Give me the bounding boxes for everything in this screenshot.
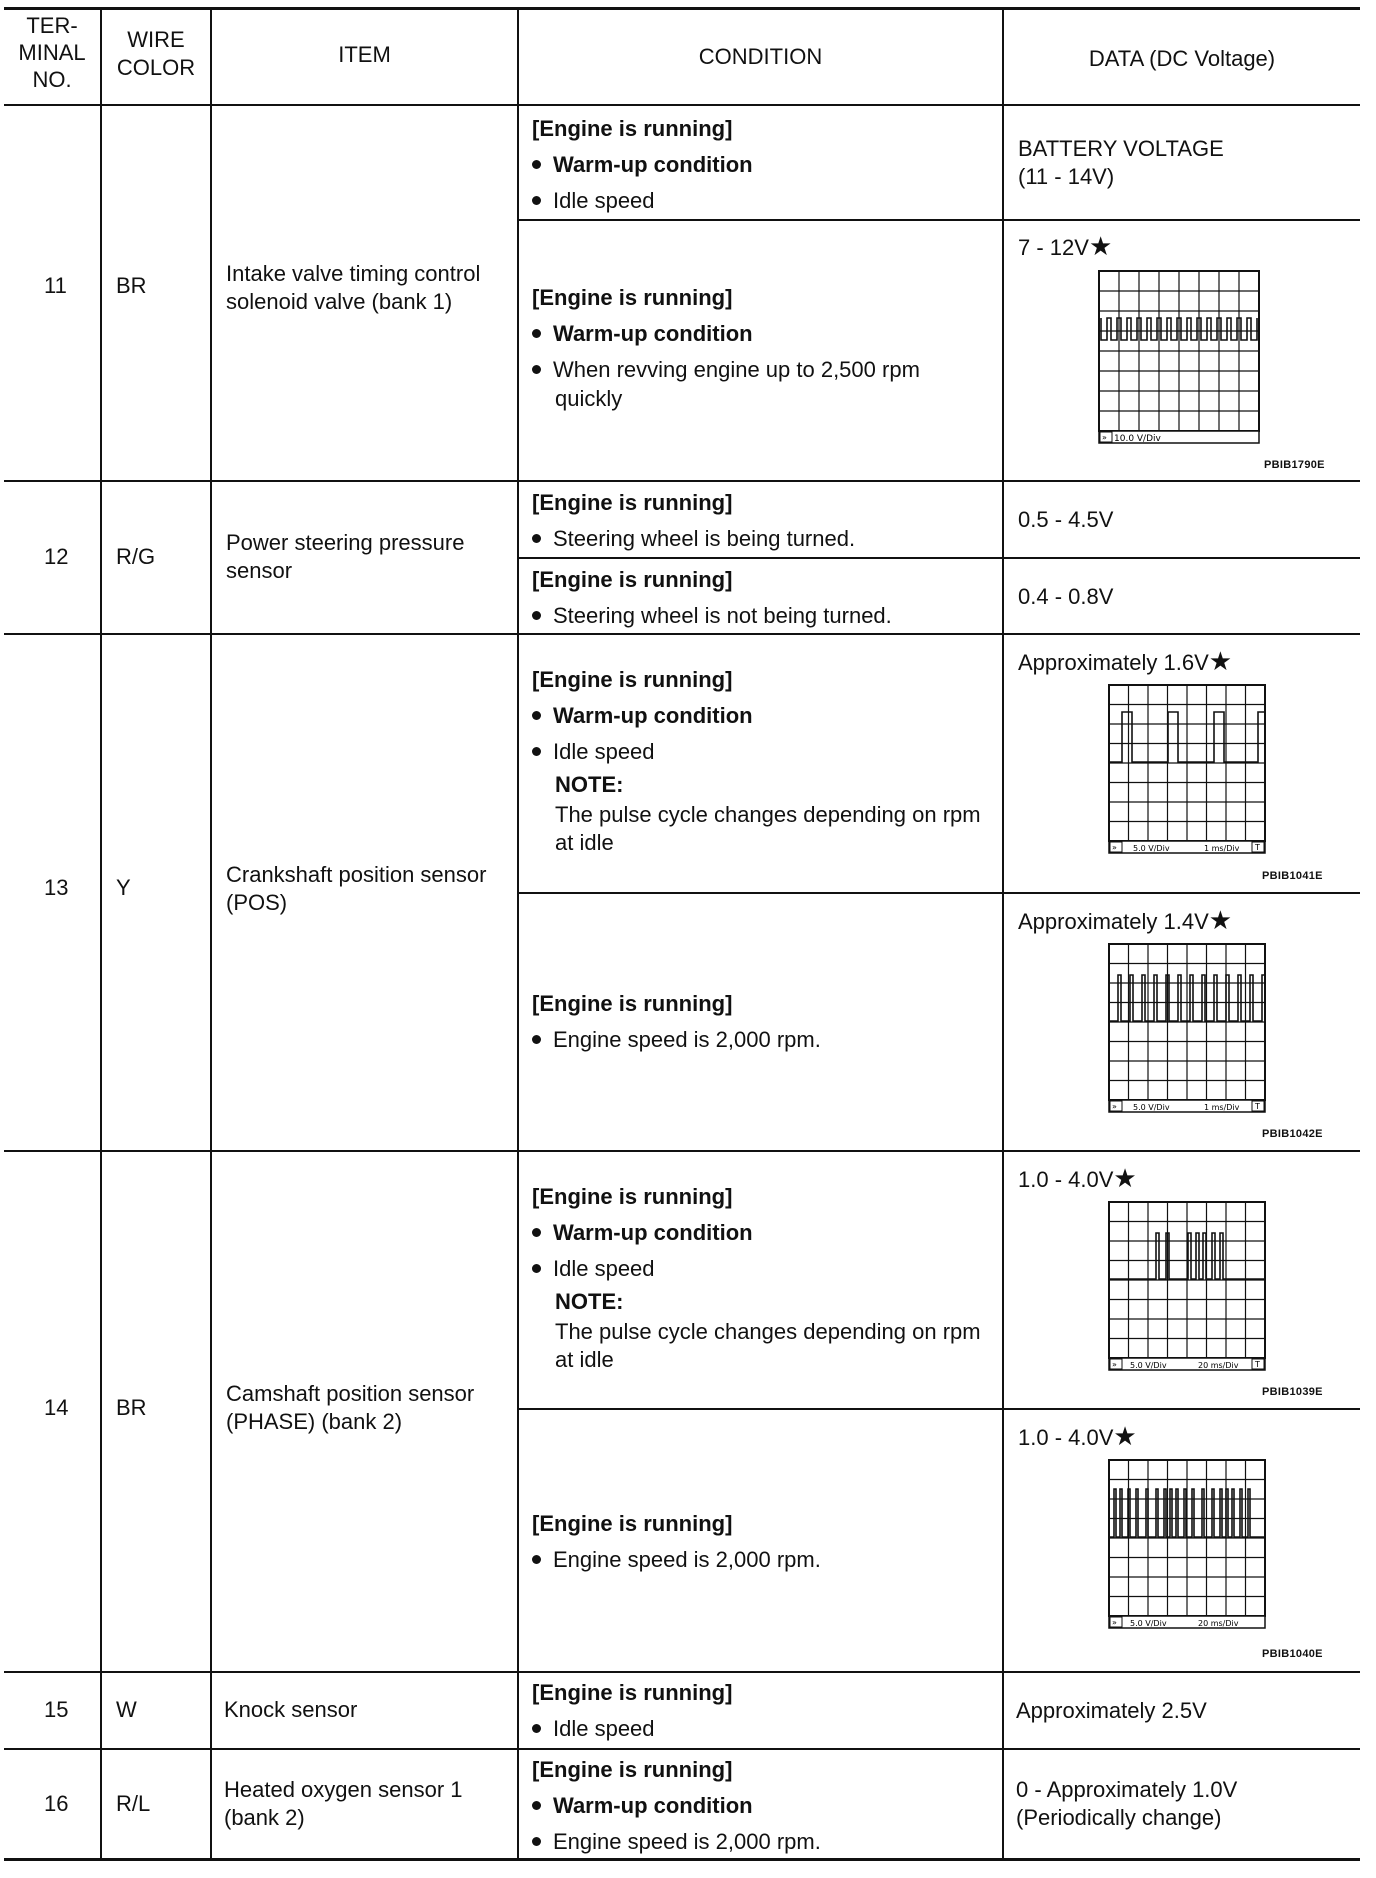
row-rule-11 [4, 480, 1360, 482]
wire-color: Y [116, 875, 131, 900]
data-value: Approximately 1.4V★ [1018, 905, 1233, 935]
data-value: 0 - Approximately 1.0V (Periodically change) [1016, 1777, 1238, 1830]
header-terminal: TER- MINAL NO. [18, 13, 86, 92]
terminal-number: 15 [44, 1697, 69, 1722]
condition: [Engine is running] Warm-up condition Idle speed NOTE: The pulse cycle changes depending on rpm at idle [532, 1184, 981, 1372]
bullet-icon [532, 1035, 541, 1044]
figure-code: PBIB1041E [1262, 870, 1323, 882]
wire-color: W [116, 1697, 137, 1722]
table-top-rule [4, 7, 1360, 10]
wire-color: R/G [116, 544, 156, 569]
condition: [Engine is running] Idle speed [532, 1680, 733, 1741]
header-data: DATA (DC Voltage) [1088, 46, 1276, 71]
data-value: 0.4 - 0.8V [1018, 584, 1114, 609]
item-name: Heated oxygen sensor 1 (bank 2) [224, 1777, 463, 1830]
terminal-number: 16 [44, 1791, 69, 1816]
data-value: 1.0 - 4.0V★ [1018, 1163, 1137, 1193]
condition: [Engine is running] Steering wheel is not being turned. [532, 567, 892, 628]
data-value: 0.5 - 4.5V [1018, 507, 1114, 532]
oscilloscope-waveform [1108, 1459, 1270, 1631]
item-name: Power steering pressure sensor [226, 530, 465, 583]
data-value: 1.0 - 4.0V★ [1018, 1421, 1137, 1451]
oscilloscope-waveform [1108, 684, 1270, 856]
item-name: Knock sensor [224, 1697, 358, 1722]
bullet-icon [532, 1837, 541, 1846]
figure-code: PBIB1042E [1262, 1128, 1323, 1140]
terminal-number: 14 [44, 1395, 69, 1420]
svg-text:»: » [1112, 1618, 1117, 1627]
subrow-rule-11 [517, 219, 1360, 221]
wire-color: BR [116, 273, 147, 298]
bullet-icon [532, 534, 541, 543]
header-item: ITEM [338, 42, 391, 67]
svg-text:1 ms/Div: 1 ms/Div [1204, 1103, 1240, 1112]
condition: [Engine is running] Warm-up condition Idle speed [532, 116, 753, 213]
terminal-number: 13 [44, 875, 69, 900]
condition: [Engine is running] Engine speed is 2,000 rpm. [532, 1511, 821, 1572]
svg-text:T: T [1255, 1102, 1260, 1111]
bullet-icon [532, 329, 541, 338]
svg-text:20 ms/Div: 20 ms/Div [1198, 1619, 1239, 1628]
item-name: Camshaft position sensor (PHASE) (bank 2) [226, 1381, 475, 1434]
bullet-icon [532, 1724, 541, 1733]
data-value: Approximately 2.5V [1016, 1698, 1207, 1723]
wire-color: R/L [116, 1791, 151, 1816]
bullet-icon [532, 711, 541, 720]
terminal-number: 12 [44, 544, 69, 569]
oscilloscope-waveform [1108, 1201, 1270, 1373]
wire-color: BR [116, 1395, 147, 1420]
svg-text:10.0 V/Div: 10.0 V/Div [1114, 434, 1161, 444]
figure-code: PBIB1040E [1262, 1648, 1323, 1660]
data-value: Approximately 1.6V★ [1018, 646, 1233, 676]
svg-text:»: » [1102, 433, 1107, 442]
oscilloscope-waveform [1108, 943, 1270, 1115]
header-bottom-rule [4, 104, 1360, 106]
item-name: Crankshaft position sensor (POS) [226, 862, 487, 915]
figure-code: PBIB1790E [1264, 459, 1325, 471]
star-icon: ★ [1208, 905, 1233, 935]
condition: [Engine is running] Warm-up condition Idle speed NOTE: The pulse cycle changes depending on rpm at idle [532, 667, 981, 855]
condition: [Engine is running] Warm-up condition When revving engine up to 2,500 rpm quickly [532, 285, 920, 411]
header-condition: CONDITION [698, 44, 823, 69]
col-rule-2 [210, 8, 212, 1860]
bullet-icon [532, 1228, 541, 1237]
data-value: BATTERY VOLTAGE (11 - 14V) [1018, 136, 1224, 189]
condition: [Engine is running] Steering wheel is being turned. [532, 490, 856, 551]
svg-text:T: T [1255, 843, 1260, 852]
bullet-icon [532, 196, 541, 205]
row-rule-14 [4, 1671, 1360, 1673]
bullet-icon [532, 1264, 541, 1273]
svg-text:20 ms/Div: 20 ms/Div [1198, 1361, 1239, 1370]
bullet-icon [532, 160, 541, 169]
svg-text:5.0 V/Div: 5.0 V/Div [1133, 844, 1170, 853]
row-rule-13 [4, 1150, 1360, 1152]
star-icon: ★ [1113, 1163, 1137, 1193]
bullet-icon [532, 747, 541, 756]
bullet-icon [532, 1555, 541, 1564]
subrow-rule-14 [517, 1408, 1360, 1410]
star-icon: ★ [1088, 231, 1113, 261]
svg-text:T: T [1255, 1360, 1260, 1369]
col-rule-1 [100, 8, 102, 1860]
svg-text:»: » [1112, 1360, 1117, 1369]
subrow-rule-12 [517, 557, 1360, 559]
star-icon: ★ [1113, 1421, 1137, 1451]
svg-text:»: » [1112, 843, 1117, 852]
svg-text:»: » [1112, 1102, 1117, 1111]
svg-text:5.0 V/Div: 5.0 V/Div [1133, 1103, 1170, 1112]
data-value: 7 - 12V★ [1018, 231, 1113, 261]
bullet-icon [532, 365, 541, 374]
item-name: Intake valve timing control solenoid valve (bank 1) [226, 261, 481, 314]
row-rule-15 [4, 1748, 1360, 1750]
terminal-number: 11 [44, 273, 67, 298]
star-icon: ★ [1208, 646, 1233, 676]
col-rule-4 [1002, 8, 1004, 1860]
subrow-rule-13 [517, 892, 1360, 894]
condition: [Engine is running] Warm-up condition Engine speed is 2,000 rpm. [532, 1757, 821, 1854]
bullet-icon [532, 611, 541, 620]
svg-text:5.0 V/Div: 5.0 V/Div [1130, 1361, 1167, 1370]
oscilloscope-waveform [1098, 270, 1263, 445]
bullet-icon [532, 1801, 541, 1810]
col-rule-3 [517, 8, 519, 1860]
figure-code: PBIB1039E [1262, 1386, 1323, 1398]
header-wire-color: WIRE COLOR [116, 27, 196, 80]
condition: [Engine is running] Engine speed is 2,000 rpm. [532, 991, 821, 1052]
svg-text:1 ms/Div: 1 ms/Div [1204, 844, 1240, 853]
svg-text:5.0 V/Div: 5.0 V/Div [1130, 1619, 1167, 1628]
